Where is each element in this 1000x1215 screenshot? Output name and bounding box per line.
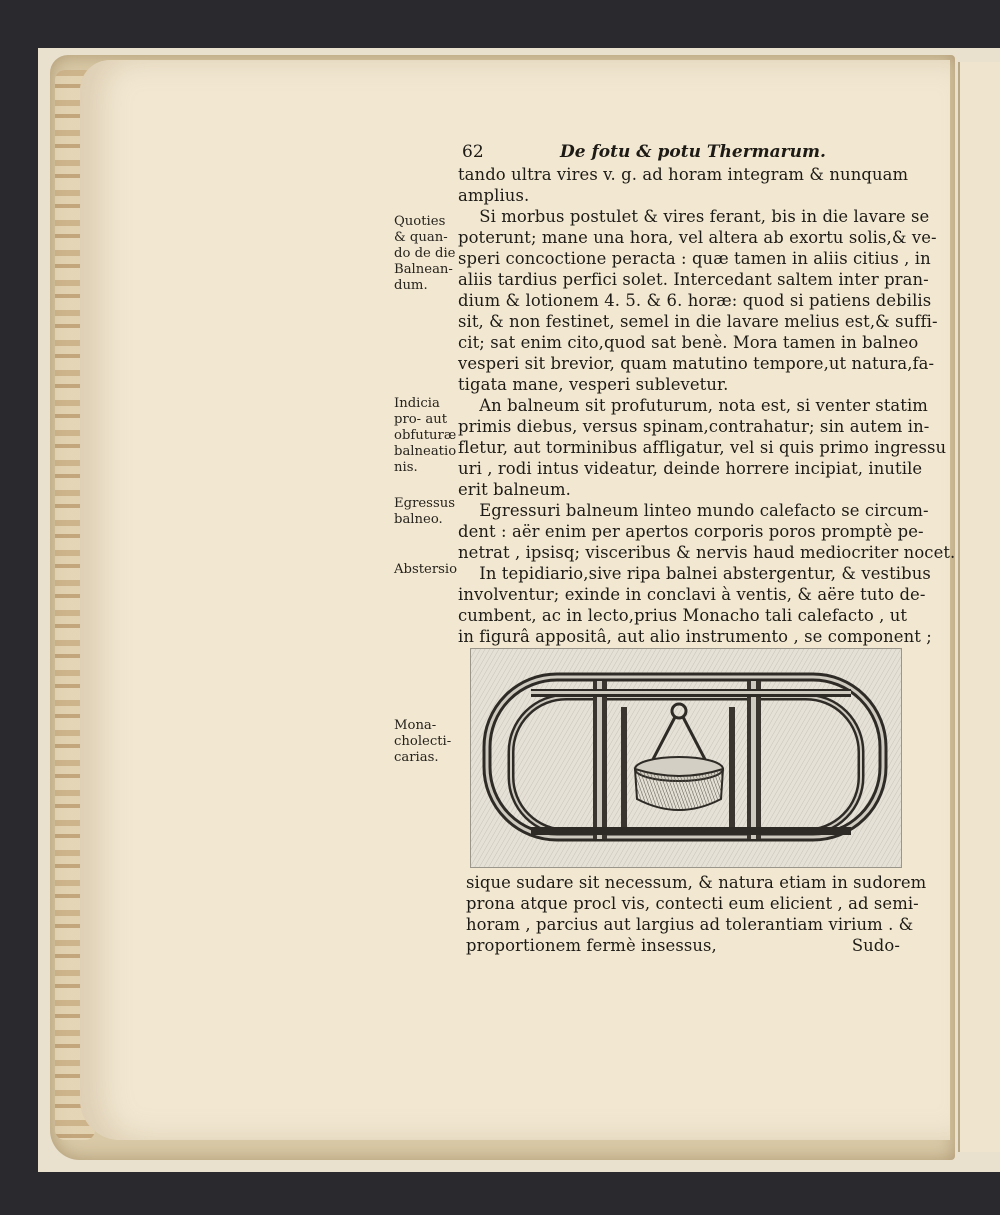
margin-line: obfuturæ (394, 428, 457, 443)
text-line: Si morbus postulet & vires ferant, bis in die lavare se (458, 207, 930, 226)
margin-line: Egressus (394, 496, 455, 511)
margin-line: do de die (394, 246, 456, 261)
text-line: erit balneum. (458, 480, 571, 499)
text-line: sique sudare sit necessum, & natura etiam in sudorem (466, 873, 927, 892)
text-line: dium & lotionem 4. 5. & 6. horæ: quod si patiens debilis (458, 291, 932, 310)
text-line: aliis tardius perfici solet. Intercedant saltem inter pran- (458, 270, 929, 289)
margin-note-quoties (394, 214, 455, 294)
text-line: In tepidiario,sive ripa balnei abstergentur, & vestibus (458, 564, 931, 583)
text-line: Egressuri balneum linteo mundo calefacto se circum- (458, 501, 929, 520)
margin-note-abstersio (394, 562, 457, 578)
body-text-top (458, 164, 955, 647)
page-number: 62 (462, 142, 484, 162)
bed-warmer-illustration (471, 649, 901, 867)
margin-line: Indicia (394, 396, 440, 411)
text-line: vesperi sit brevior, quam matutino tempore,ut natura,fa- (458, 354, 935, 373)
margin-line: & quan- (394, 230, 448, 245)
text-line: uri , rodi intus videatur, deinde horrere incipiat, inutile (458, 459, 923, 478)
margin-note-indicia (394, 396, 456, 476)
text-line: horam , parcius aut largius ad tolerantiam virium . & (466, 915, 914, 934)
text-line: in figurâ appositâ, aut alio instrumento , se component ; (458, 627, 932, 646)
margin-line: balneo. (394, 512, 443, 527)
text-line: fletur, aut torminibus affligatur, vel si quis primo ingressu (458, 438, 947, 457)
text-line: speri concoctione peracta : quæ tamen in aliis citius , in (458, 249, 931, 268)
text-line: cit; sat enim cito,quod sat benè. Mora tamen in balneo (458, 333, 919, 352)
text-line: netrat , ipsisq; visceribus & nervis haud mediocriter nocet. (458, 543, 956, 562)
margin-line: Mona- (394, 718, 437, 733)
margin-line: cholecti- (394, 734, 452, 749)
text-line: cumbent, ac in lecto,prius Monacho tali calefacto , ut (458, 606, 908, 625)
engraving-bed-warmer (470, 648, 902, 868)
text-line: tigata mane, vesperi sublevetur. (458, 375, 729, 394)
body-text-bottom (466, 872, 926, 956)
margin-line: Abstersio (394, 562, 458, 577)
margin-note-egressus (394, 496, 455, 528)
text-line: poterunt; mane una hora, vel altera ab exortu solis,& ve- (458, 228, 937, 247)
text-line: amplius. (458, 186, 530, 205)
margin-line: nis. (394, 460, 418, 475)
margin-line: dum. (394, 278, 428, 293)
margin-line: pro- aut (394, 412, 447, 427)
margin-note-monacholectica (394, 718, 451, 766)
running-title: De fotu & potu Thermarum. (560, 142, 826, 162)
text-line: tando ultra vires v. g. ad horam integram & nunquam (458, 165, 909, 184)
text-line: primis diebus, versus spinam,contrahatur; sin autem in- (458, 417, 930, 436)
margin-line: Balnean- (394, 262, 453, 277)
margin-line: Quoties (394, 214, 446, 229)
margin-line: carias. (394, 750, 439, 765)
text-line: prona atque procl vis, contecti eum elicient , ad semi- (466, 894, 919, 913)
text-line: involventur; exinde in conclavi à ventis, & aëre tuto de- (458, 585, 926, 604)
catchword: Sudo- (851, 936, 900, 955)
text-line (466, 935, 900, 956)
margin-line: balneatio (394, 444, 457, 459)
text-line: sit, & non festinet, semel in die lavare melius est,& suffi- (458, 312, 938, 331)
text-line: dent : aër enim per apertos corporis poros promptè pe- (458, 522, 924, 541)
text-line: An balneum sit profuturum, nota est, si venter statim (458, 396, 928, 415)
facing-page-edge (958, 62, 1000, 1152)
last-line: proportionem fermè insessus, (466, 936, 717, 955)
